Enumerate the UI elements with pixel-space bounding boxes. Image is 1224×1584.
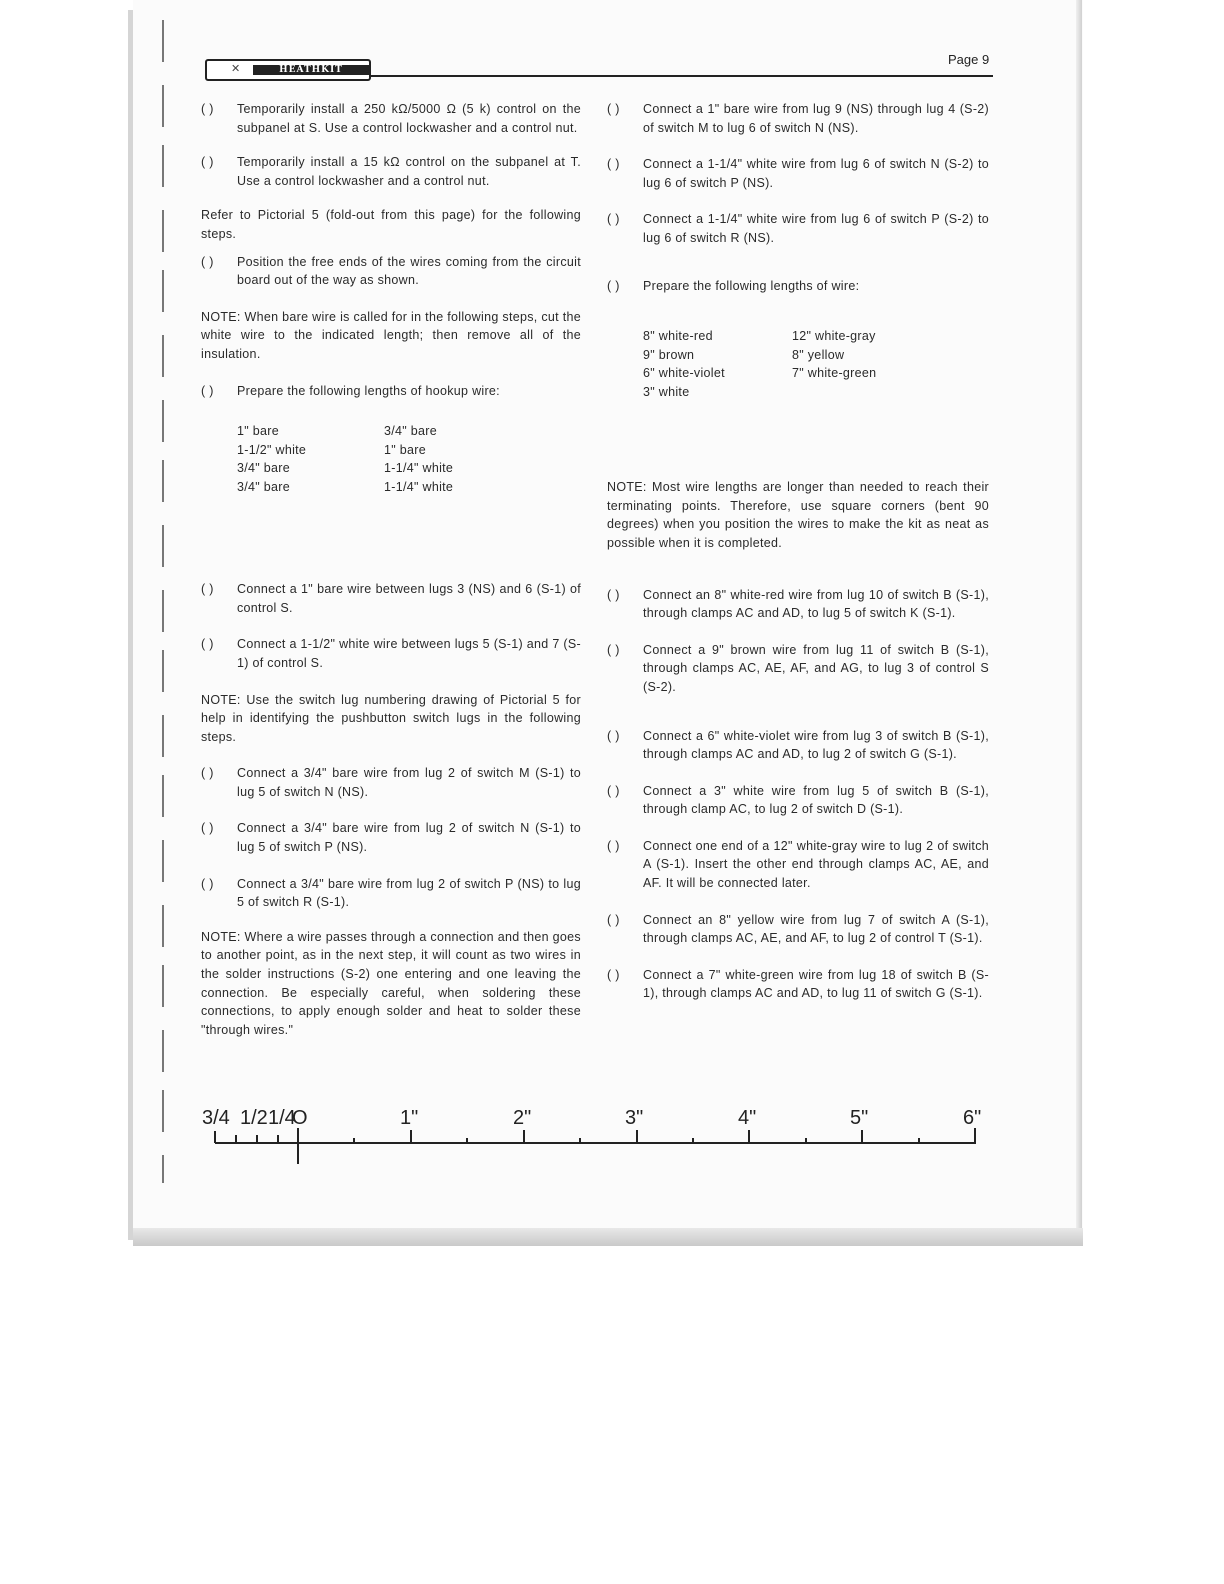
list-item: 1" bare (384, 442, 426, 457)
checkbox[interactable]: ( ) (607, 728, 620, 743)
margin-tick (162, 905, 164, 947)
step: ( ) Connect a 6" white-violet wire from lug 3 of switch B (S-1), through clamps AC and AD, to lug 2 of switch G (S-1). (607, 728, 989, 762)
margin-tick (162, 210, 164, 252)
list-item: 1-1/4" white (384, 479, 454, 494)
ruler-label: 4" (738, 1107, 757, 1129)
step: ( ) Connect an 8" white-red wire from lug 10 of switch B (S-1), through clamps AC and AD, to lug 5 of switch K (S-1). (607, 587, 989, 621)
inch-ruler (200, 1100, 1000, 1170)
list-item: 7" white-green (792, 366, 877, 381)
wire-list (201, 422, 581, 502)
ruler-fraction: 3/4 (202, 1107, 230, 1129)
checkbox[interactable]: ( ) (607, 838, 620, 853)
step: ( ) Connect a 1" bare wire between lugs 3 (NS) and 6 (S-1) of control S. (201, 582, 581, 615)
ruler-label: 5" (850, 1107, 869, 1129)
step: ( ) Connect a 3/4" bare wire from lug 2 of switch N (S-1) to lug 5 of switch P (NS). (201, 821, 581, 855)
right-column (607, 100, 989, 1003)
list-item: 3/4" bare (237, 479, 291, 494)
checkbox[interactable]: ( ) (607, 212, 620, 227)
list-item: 3/4" bare (384, 424, 438, 439)
list-item: 12" white-gray (792, 329, 876, 344)
checkbox[interactable]: ( ) (201, 582, 214, 597)
step: ( ) Connect a 1-1/4" white wire from lug 6 of switch N (S-2) to lug 6 of switch P (NS). (607, 157, 989, 190)
note: NOTE: When bare wire is called for in the following steps, cut the white wire to the indicated length; then remove all of the insulation. (201, 309, 581, 361)
left-column (201, 100, 581, 1039)
ruler-fraction: 1/2 (240, 1107, 268, 1129)
note: NOTE: Most wire lengths are longer than needed to reach their terminating points. Therefore, use square corners (bent 90 degrees) when you position the wires to make the kit as neat as possible when it is completed. (607, 480, 989, 550)
list-item: 8" yellow (792, 347, 845, 362)
page-number: Page 9 (948, 52, 990, 67)
step: ( ) Connect an 8" yellow wire from lug 7 of switch A (S-1), through clamps AC, AE, and AF, to lug 2 of control T (S-1). (607, 912, 989, 946)
checkbox[interactable]: ( ) (607, 102, 620, 116)
step: ( ) Temporarily install a 15 kΩ control on the subpanel at T. Use a control lockwasher and a control nut. (201, 155, 581, 188)
margin-tick (162, 85, 164, 127)
checkbox[interactable]: ( ) (201, 383, 214, 398)
step: ( ) Prepare the following lengths of wire: (607, 277, 989, 296)
list-item: 6" white-violet (643, 366, 725, 381)
margin-tick (162, 840, 164, 882)
ruler-label: 3" (625, 1107, 644, 1129)
margin-tick (162, 1030, 164, 1072)
step: ( ) Prepare the following lengths of hookup wire: (201, 382, 581, 401)
step: ( ) Connect one end of a 12" white-gray wire to lug 2 of switch A (S-1). Insert the other end through clamps AC, AE, and AF. It will be connected later. (607, 838, 989, 891)
checkbox[interactable]: ( ) (201, 102, 214, 116)
margin-tick (162, 525, 164, 567)
margin-tick (162, 400, 164, 442)
step: ( ) Position the free ends of the wires coming from the circuit board out of the way as shown. (201, 254, 581, 288)
list-item: 1-1/4" white (384, 461, 454, 476)
step: ( ) Connect a 3/4" bare wire from lug 2 of switch M (S-1) to lug 5 of switch N (NS). (201, 766, 581, 799)
list-item: 1-1/2" white (237, 442, 307, 457)
checkbox[interactable]: ( ) (201, 637, 214, 652)
step: ( ) Temporarily install a 250 kΩ/5000 Ω (5 k) control on the subpanel at S. Use a control lockwasher and a control nut. (201, 102, 581, 135)
ruler-label: 6" (963, 1107, 982, 1129)
checkbox[interactable]: ( ) (607, 642, 620, 657)
list-item: 1" bare (237, 424, 279, 439)
logo-text: HEATHKIT (279, 65, 343, 75)
page-edge-shadow (1076, 0, 1082, 1230)
checkbox[interactable]: ( ) (607, 587, 620, 602)
list-item: 8" white-red (643, 329, 713, 344)
margin-tick (162, 590, 164, 632)
margin-tick (162, 965, 164, 1007)
step: ( ) Connect a 9" brown wire from lug 11 of switch B (S-1), through clamps AC, AE, AF, and AG, to lug 3 of control S (S-2). (607, 642, 989, 694)
checkbox[interactable]: ( ) (607, 157, 620, 172)
step: ( ) Connect a 3" white wire from lug 5 of switch B (S-1), through clamp AC, to lug 2 of switch D (S-1). (607, 783, 989, 817)
ruler-label: 2" (513, 1107, 532, 1129)
step: ( ) Connect a 7" white-green wire from lug 18 of switch B (S-1), through clamps AC and AD, to lug 11 of switch G (S-1). (607, 967, 989, 1001)
checkbox[interactable]: ( ) (201, 254, 214, 269)
checkbox[interactable]: ( ) (607, 967, 620, 982)
checkbox[interactable]: ( ) (201, 821, 214, 836)
ruler-label: O (292, 1107, 308, 1129)
checkbox[interactable]: ( ) (201, 766, 214, 781)
note: NOTE: Use the switch lug numbering drawing of Pictorial 5 for help in identifying the pushbutton switch lugs in the following steps. (201, 692, 581, 744)
margin-tick (162, 1155, 164, 1183)
list-item: 9" brown (643, 347, 695, 362)
checkbox[interactable]: ( ) (607, 278, 620, 293)
checkbox[interactable]: ( ) (201, 876, 214, 891)
ruler-label: 1" (400, 1107, 419, 1129)
margin-tick (162, 270, 164, 312)
checkbox[interactable]: ( ) (201, 155, 214, 170)
step: ( ) Connect a 1-1/4" white wire from lug 6 of switch P (S-2) to lug 6 of switch R (NS). (607, 212, 989, 245)
step: ( ) Connect a 1" bare wire from lug 9 (NS) through lug 4 (S-2) of switch M to lug 6 of switch N (NS). (607, 102, 989, 135)
heathkit-logo (205, 59, 371, 81)
wire-list (607, 327, 989, 407)
wrench-icon: ✕ (231, 63, 241, 75)
reference-note: Refer to Pictorial 5 (fold-out from this page) for the following steps. (201, 208, 581, 241)
ruler-fraction: 1/4 (268, 1107, 296, 1129)
step: ( ) Connect a 1-1/2" white wire between lugs 5 (S-1) and 7 (S-1) of control S. (201, 637, 581, 670)
margin-tick (162, 775, 164, 817)
checkbox[interactable]: ( ) (607, 783, 620, 798)
step: ( ) Connect a 3/4" bare wire from lug 2 of switch P (NS) to lug 5 of switch R (S-1). (201, 876, 581, 910)
margin-tick (162, 1090, 164, 1132)
margin-tick (162, 650, 164, 692)
margin-tick (162, 335, 164, 377)
list-item: 3" white (643, 384, 690, 399)
margin-tick (162, 460, 164, 502)
margin-tick (162, 145, 164, 187)
list-item: 3/4" bare (237, 461, 291, 476)
checkbox[interactable]: ( ) (607, 912, 620, 927)
page-bottom-shadow (133, 1228, 1083, 1246)
note: NOTE: Where a wire passes through a connection and then goes to another point, as in the next step, it will count as two wires in the solder instructions (S-2) one entering and one leaving the connection. Be especially careful, when soldering these connections, to apply enough solder and heat to solder these "through wires." (201, 929, 581, 1037)
margin-tick (162, 20, 164, 62)
margin-tick (162, 715, 164, 757)
